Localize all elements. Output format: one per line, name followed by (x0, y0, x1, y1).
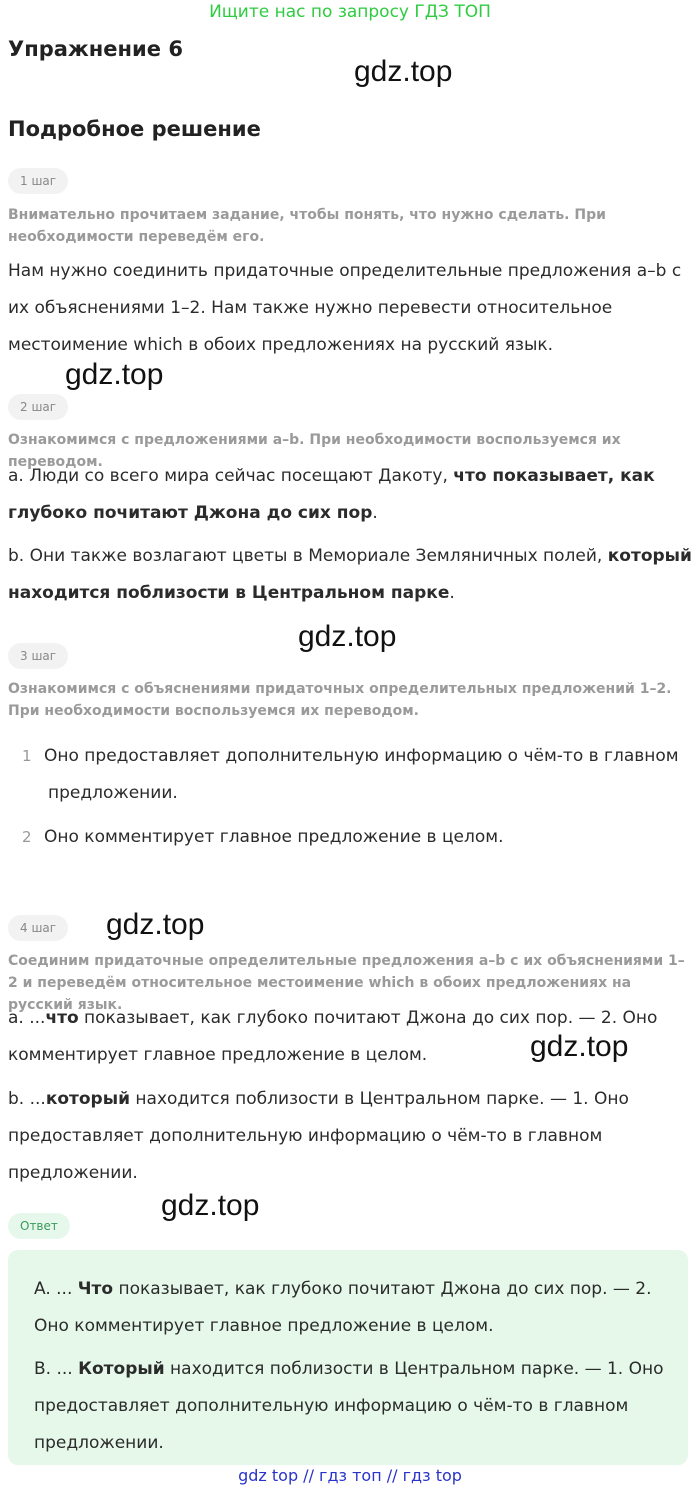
sentence-a (8, 458, 692, 532)
step-4-badge: 4 шаг (8, 915, 68, 941)
search-banner: Ищите нас по запросу ГДЗ ТОП (209, 2, 491, 22)
step-2-badge: 2 шаг (8, 394, 68, 420)
watermark: gdz.top (161, 1189, 260, 1222)
step-2-hint: Ознакомимся с предложениями a–b. При необходимости воспользуемся их переводом. (8, 432, 621, 470)
match-b-text: находится поблизости в Центральном парке. — 1. Оно предоставляет дополнительную информацию о чём-то в главном предложении. (8, 1089, 629, 1183)
list-item-text-cont: предложении. (48, 783, 178, 803)
watermark: gdz.top (530, 1030, 629, 1063)
watermark: gdz.top (65, 358, 164, 391)
list-item (22, 738, 682, 812)
match-a-pronoun: что (45, 1008, 79, 1028)
step-1-badge: 1 шаг (8, 168, 68, 194)
list-item-number: 1 (22, 747, 32, 765)
watermark: gdz.top (354, 55, 453, 88)
list-item-text: Оно предоставляет дополнительную информацию о чём-то в главном (44, 746, 679, 766)
sentence-a-end: . (372, 503, 378, 523)
solution-heading: Подробное решение (8, 117, 261, 141)
match-a-text: показывает, как глубоко почитают Джона до сих пор. — 2. Оно комментирует главное предложение в целом. (8, 1008, 658, 1065)
watermark: gdz.top (298, 620, 397, 653)
match-b (8, 1081, 692, 1192)
step-1-hint: Внимательно прочитаем задание, чтобы понять, что нужно сделать. При необходимости переведём его. (8, 207, 606, 245)
answer-a-text: показывает, как глубоко почитают Джона до сих пор. — 2. Оно комментирует главное предложение в целом. (34, 1279, 652, 1336)
answer-a (34, 1271, 674, 1345)
sentence-a-text: a. Люди со всего мира сейчас посещают Дакоту, (8, 466, 454, 486)
watermark: gdz.top (106, 908, 205, 941)
sentence-b-clause: который находится поблизости в Центральном парке (8, 546, 692, 603)
sentence-b (8, 538, 692, 612)
footer-links: gdz top // гдз топ // гдз top (238, 1466, 462, 1485)
step-3-badge: 3 шаг (8, 643, 68, 669)
answer-b-text: находится поблизости в Центральном парке. — 1. Оно предоставляет дополнительную информацию о чём-то в главном предложении. (34, 1359, 664, 1453)
exercise-title: Упражнение 6 (8, 37, 183, 61)
step-3-hint: Ознакомимся с объяснениями придаточных определительных предложений 1–2. При необходимости воспользуемся их переводом. (8, 681, 672, 719)
sentence-a-clause: что показывает, как глубоко почитают Джона до сих пор (8, 466, 655, 523)
answer-b-pronoun: Который (78, 1359, 165, 1379)
list-item-number: 2 (22, 828, 32, 846)
sentence-b-end: . (449, 583, 455, 603)
step-4-hint: Соединим придаточные определительные предложения a–b с их объяснениями 1–2 и переведём относительное местоимение which в обоих предложениях на русский язык. (8, 953, 685, 1013)
match-a-prefix: a. ... (8, 1008, 46, 1028)
list-item-text: Оно комментирует главное предложение в целом. (44, 827, 504, 847)
match-b-pronoun: который (45, 1089, 131, 1109)
answer-b-prefix: B. ... (34, 1359, 79, 1379)
list-item (22, 819, 682, 856)
answer-a-pronoun: Что (77, 1279, 114, 1299)
answer-a-prefix: A. ... (34, 1279, 78, 1299)
match-b-prefix: b. ... (8, 1089, 46, 1109)
sentence-b-text: b. Они также возлагают цветы в Мемориале Земляничных полей, (8, 546, 608, 566)
answer-badge: Ответ (8, 1213, 70, 1239)
step-1-text: Нам нужно соединить придаточные определительные предложения a–b с их объяснениями 1–2. Нам также нужно перевести относительное местоимение which в обоих предложениях на русский язык. (8, 261, 682, 355)
answer-b (34, 1351, 674, 1462)
